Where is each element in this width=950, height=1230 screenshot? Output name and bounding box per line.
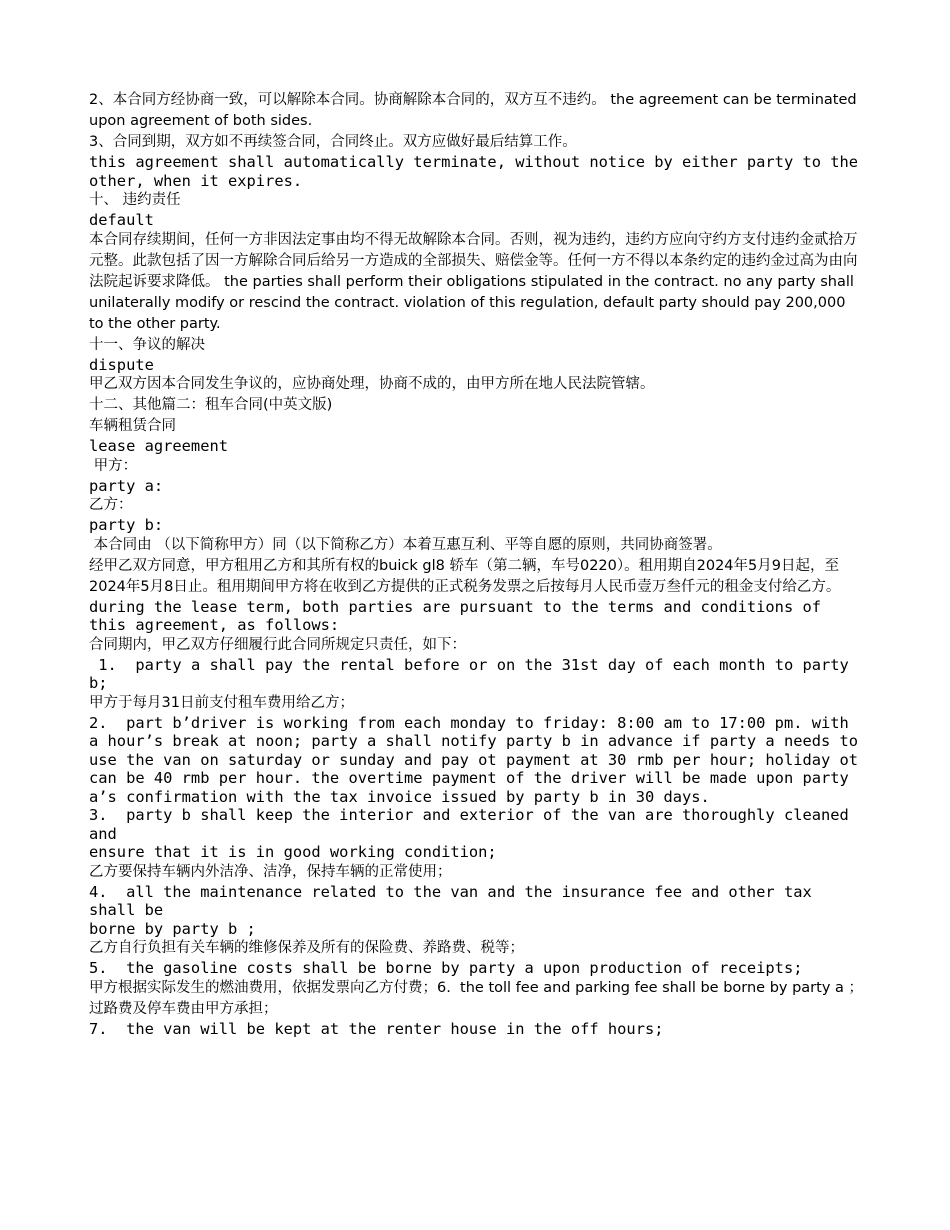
text-line: 经甲乙双方同意，甲方租用乙方和其所有权的buick gl8 轿车（第二辆，车号0220）。租用期自2024年5月9日起，至2024年5月8日止。租用期间甲方将在收到乙方提供的正式税务发票之后按每月人民币壹万叁仟元的租金支付给乙方。: [89, 557, 841, 595]
text-line: 3、合同到期，双方如不再续签合同，合同终止。双方应做好最后结算工作。: [89, 134, 577, 150]
text-line: 本合同由 （以下简称甲方）同（以下简称乙方）本着互惠互利、平等自愿的原则，共同协商签署。: [89, 536, 722, 553]
text-line: 甲方于每月31日前支付租车费用给乙方；: [89, 694, 354, 711]
text-line: 4. all the maintenance related to the van and the insurance fee and other tax shall be: [89, 882, 822, 919]
text-line: 1. party a shall pay the rental before or on the 31st day of each month to party b;: [89, 655, 859, 692]
text-line: 车辆租赁合同: [89, 418, 176, 434]
text-line: this agreement shall automatically terminate, without notice by either party to the other, when it expires.: [89, 153, 868, 190]
text-line: 本合同存续期间，任何一方非因法定事由均不得无故解除本合同。否则，视为违约，违约方应向守约方支付违约金贰拾万元整。此款包括了因一方解除合同后给另一方造成的全部损失、赔偿金等。任何一方不得以本条约定的违约金过高为由向法院起诉要求降低。 the parties shall perform their obligations stipulated in the contract. no any party shall unilaterally modify or rescind the contract. violation of this regulation, default party should pay 200,000 to the other party.: [89, 231, 859, 332]
text-line: 过路费及停车费由甲方承担；: [89, 1000, 278, 1017]
text-line: 甲方根据实际发生的燃油费用，依据发票向乙方付费；6. the toll fee and parking fee shall be borne by party a ；: [89, 979, 864, 996]
text-line: 3. party b shall keep the interior and exterior of the van are thoroughly cleaned and: [89, 806, 859, 843]
text-line: 2、本合同方经协商一致，可以解除本合同。协商解除本合同的，双方互不违约。 the agreement can be terminated upon agreement of both sides.: [89, 92, 862, 129]
text-line: 十一、争议的解决: [89, 336, 205, 353]
text-line: dispute: [89, 355, 154, 374]
text-line: default: [89, 211, 154, 229]
text-line: 乙方要保持车辆内外洁净、洁净，保持车辆的正常使用；: [89, 863, 452, 880]
text-line: 甲方：: [89, 457, 138, 474]
text-line: 7. the van will be kept at the renter house in the off hours;: [89, 1019, 664, 1038]
document-body: [89, 90, 868, 1038]
text-line: 甲乙双方因本合同发生争议的，应协商处理，协商不成的，由甲方所在地人民法院管辖。: [89, 376, 655, 392]
text-line: lease agreement: [89, 437, 228, 455]
text-line: ensure that it is in good working condition;: [89, 843, 497, 861]
text-line: 合同期内，甲乙双方仔细履行此合同所规定只责任，如下：: [89, 636, 466, 653]
text-line: 乙方：: [89, 497, 133, 513]
text-line: party a:: [89, 476, 164, 495]
text-line: borne by party b ;: [89, 919, 256, 938]
text-line: during the lease term, both parties are pursuant to the terms and conditions of this agreement, as follows:: [89, 597, 831, 634]
text-line: 乙方自行负担有关车辆的维修保养及所有的保险费、养路费、税等；: [89, 940, 524, 956]
text-line: 十二、其他篇二：租车合同(中英文版): [89, 397, 333, 413]
text-line: 十、 违约责任: [89, 192, 181, 208]
text-line: 5. the gasoline costs shall be borne by party a upon production of receipts;: [89, 959, 803, 977]
text-line: party b:: [89, 516, 164, 534]
text-line: 2. part b’driver is working from each monday to friday: 8:00 am to 17:00 pm. with a hour’s break at noon; party a shall notify party b in advance if party a needs to use the van on saturday or sunday and pay ot payment at 30 rmb per hour; holiday ot can be 40 rmb per hour. the overtime payment of the driver will be made upon party a’s confirmation with the tax invoice issued by party b in 30 days.: [89, 713, 868, 806]
